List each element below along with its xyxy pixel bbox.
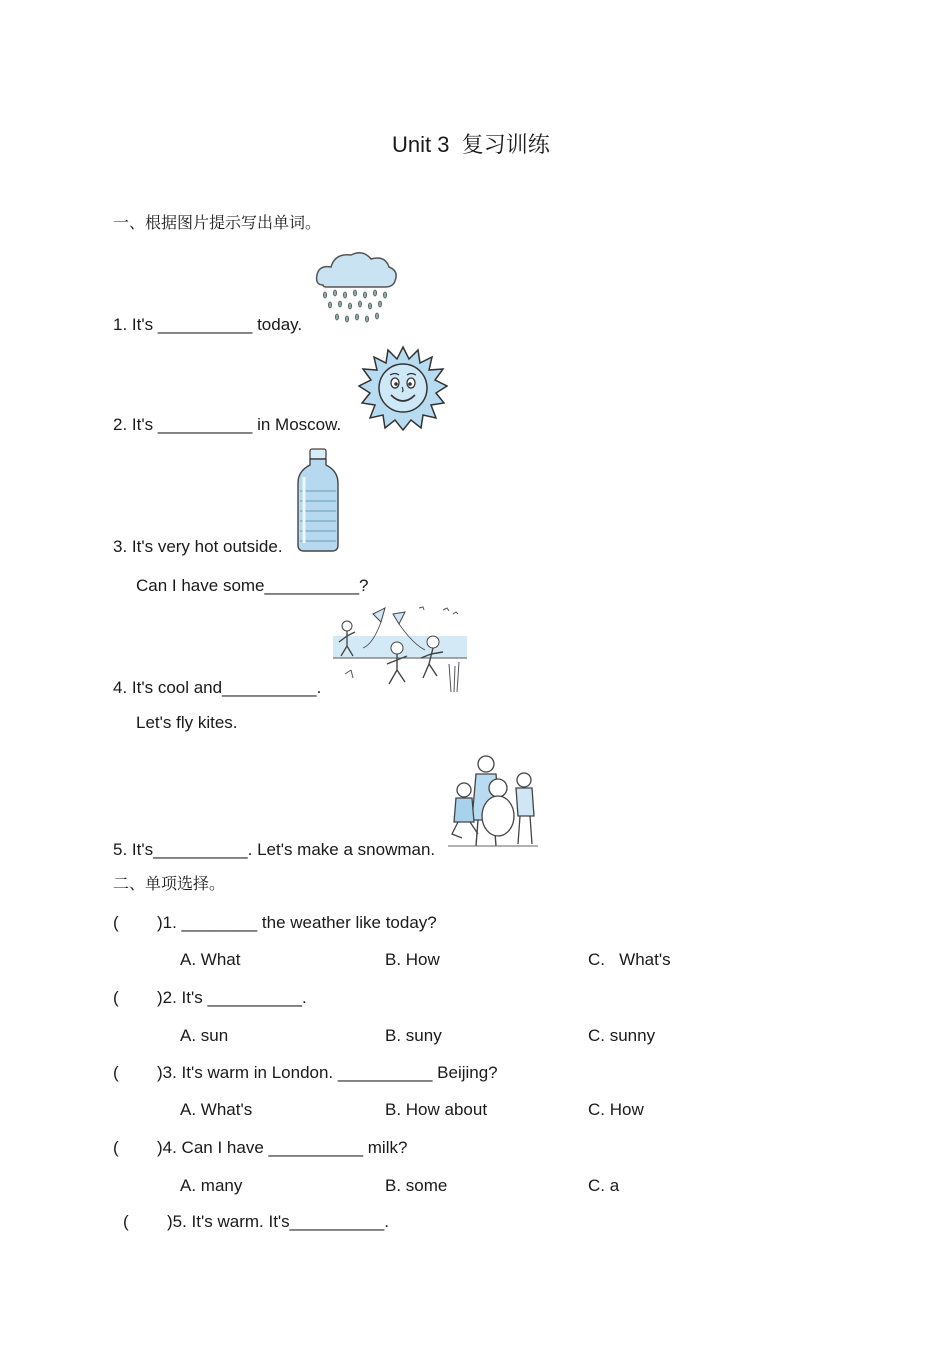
mc-1-paren: ( [113,913,119,932]
mc-5-stem: )5. It's warm. It's__________. [167,1212,389,1231]
mc-4-stem: )4. Can I have __________ milk? [157,1138,408,1157]
question-2-line: 2. It's __________ in Moscow. [113,415,342,434]
mc-2-option-c: C. sunny [588,1026,656,1045]
section-1-heading: 一、根据图片提示写出单词。 [113,213,322,232]
water-bottle-icon [294,447,342,555]
page-title: Unit 3 复习训练 [392,132,550,157]
kids-flying-kites-picture [333,604,467,694]
mc-4-option-b: B. some [385,1176,448,1195]
section-2-heading: 二、单项选择。 [113,874,226,893]
mc-3-option-a: A. What's [180,1100,253,1119]
mc-3-option-c: C. How [588,1100,644,1119]
mc-3-stem: )3. It's warm in London. __________ Beijing? [157,1063,498,1082]
family-building-snowman-picture [448,750,538,850]
sun-icon [358,345,448,431]
question-4-line: 4. It's cool and__________. [113,678,322,697]
mc-2-paren: ( [113,988,119,1007]
mc-1-stem: )1. ________ the weather like today? [157,913,437,932]
rain-cloud-icon [313,247,399,329]
mc-2-option-b: B. suny [385,1026,442,1045]
mc-3-paren: ( [113,1063,119,1082]
question-3-line: 3. It's very hot outside. [113,537,283,556]
mc-4-paren: ( [113,1138,119,1157]
mc-5-paren: ( [123,1212,129,1231]
mc-1-option-c: C. What's [588,950,671,969]
question-4-line-2: Let's fly kites. [136,713,238,732]
mc-2-option-a: A. sun [180,1026,229,1045]
mc-1-option-a: A. What [180,950,241,969]
mc-2-stem: )2. It's __________. [157,988,307,1007]
question-5-line: 5. It's__________. Let's make a snowman. [113,840,436,859]
mc-4-option-c: C. a [588,1176,620,1195]
mc-3-option-b: B. How about [385,1100,488,1119]
question-3-line-2: Can I have some__________? [136,576,369,595]
question-1-line: 1. It's __________ today. [113,315,303,334]
mc-1-option-b: B. How [385,950,440,969]
mc-4-option-a: A. many [180,1176,243,1195]
